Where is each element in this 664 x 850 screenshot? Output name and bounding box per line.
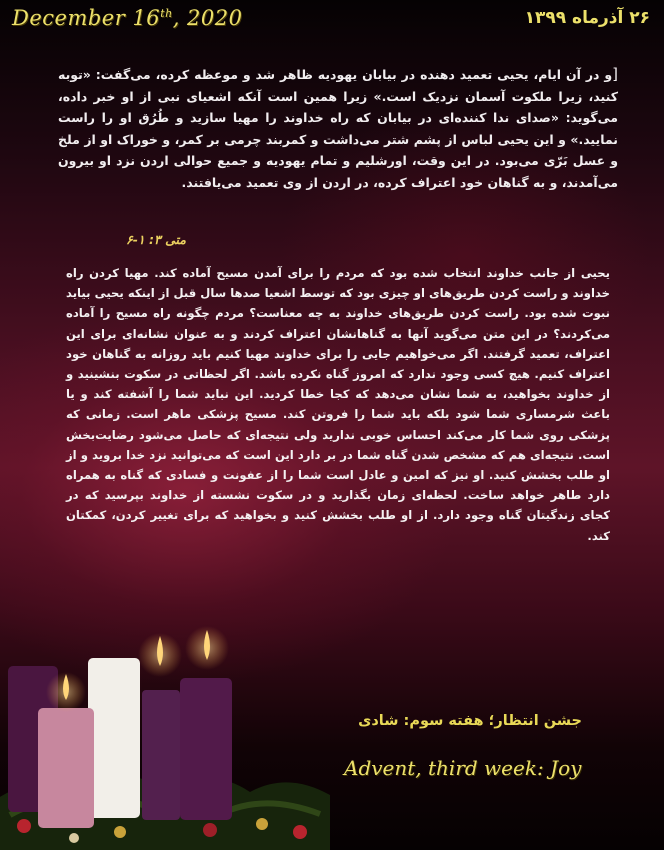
date-persian: ۲۶ آذرماه ۱۳۹۹ [524,8,650,28]
advent-candles-illustration [0,600,330,850]
date-english-suffix: th [160,7,173,20]
date-english [12,6,243,30]
candle-pink-front [38,708,94,828]
candle-white-center [88,658,140,818]
scripture-reference: متی ۳: ۱-۶ [126,232,186,247]
date-english-main: December 16 [12,6,161,30]
advent-week-title-english: Advent, third week: Joy [344,756,582,780]
reflection-text: یحیی از جانب خداوند انتخاب شده بود که مردم را برای آمدن مسیح آماده کند. مهیا کردن راه خداوند و راست کردن طریق‌های او چیزی بود که توسط اشعیا صدها سال قبل از اینکه یحیی بیاید نبوت شده بود. راست کردن طریق‌های خداوند به چه معناست؟ مردم چگونه راه مسیح را آماده می‌کردند؟ در این متن می‌گوید آنها به گناهانشان اعتراف کردند و به عنوان نشانه‌ای برای این اعتراف، تعمید گرفتند. اگر می‌خواهیم جایی را برای خداوند مهیا کنیم باید روزانه به گناهان خود اعتراف کنیم. هیچ کسی وجود ندارد که امروز گناه نکرده باشد. اگر لحظاتی در سکوت بنشینید و از خداوند بخواهید، به شما نشان می‌دهد که کجا خطا کردید. این نباید شما را آشفته کند و یا باعث شرمساری شما شود بلکه باید شما را فروتن کند. مسیح پزشکی ماهر است. زمانی که پزشکی روی شما کار می‌کند احساس خوبی ندارید ولی نتیجه‌ای که حاصل می‌شود رضایت‌بخش است. نتیجه‌ای هم که مشخص شدن گناه شما در بر دارد این است که می‌توانید نزد خدا بروید و از او طلب بخشش کنید. او نیز که امین و عادل است شما را از عفونت و فسادی که گناه به همراه دارد طاهر خواهد ساخت. لحظه‌ای زمان بگذارید و در سکوت نشسته از خداوند بپرسید که در کجای زندگیتان گناه وجود دارد. از او طلب بخشش کنید و بخواهید که برای تغییر کردن، کمکتان کند. [66,266,610,543]
advent-week-title-persian: جشن انتظار؛ هفته سوم: شادی [358,713,582,729]
scripture-text: و در آن ایام، یحیی تعمید دهنده در بیابان یهودیه ظاهر شد و موعظه کرده، می‌گفت: «توبه کنید، زیرا ملکوت آسمان نزدیک است.» زیرا همین است آنکه اشعیای نبی از او خبر داده، می‌گوید: «صدای ندا کننده‌ای در بیابان که راه خداوند را مهیا سازید و طُرُق او را راست نمایید.» و این یحیی لباس از پشم شتر می‌داشت و کمربند چرمی بر کمر، و خوراک او از ملخ و عسل بَرّی می‌بود. در این وقت، اورشلیم و تمام یهودیه و جمیع حوالی اردن نزد او بیرون می‌آمدند، و به گناهان خود اعتراف کرده، در اردن از وی تعمید می‌یافتند. [58,67,618,190]
date-english-year: , 2020 [172,6,243,30]
candle-purple-center [142,690,180,820]
scripture-passage [58,64,618,193]
candle-purple-right [180,678,232,820]
scripture-bracket: [ [612,65,618,83]
